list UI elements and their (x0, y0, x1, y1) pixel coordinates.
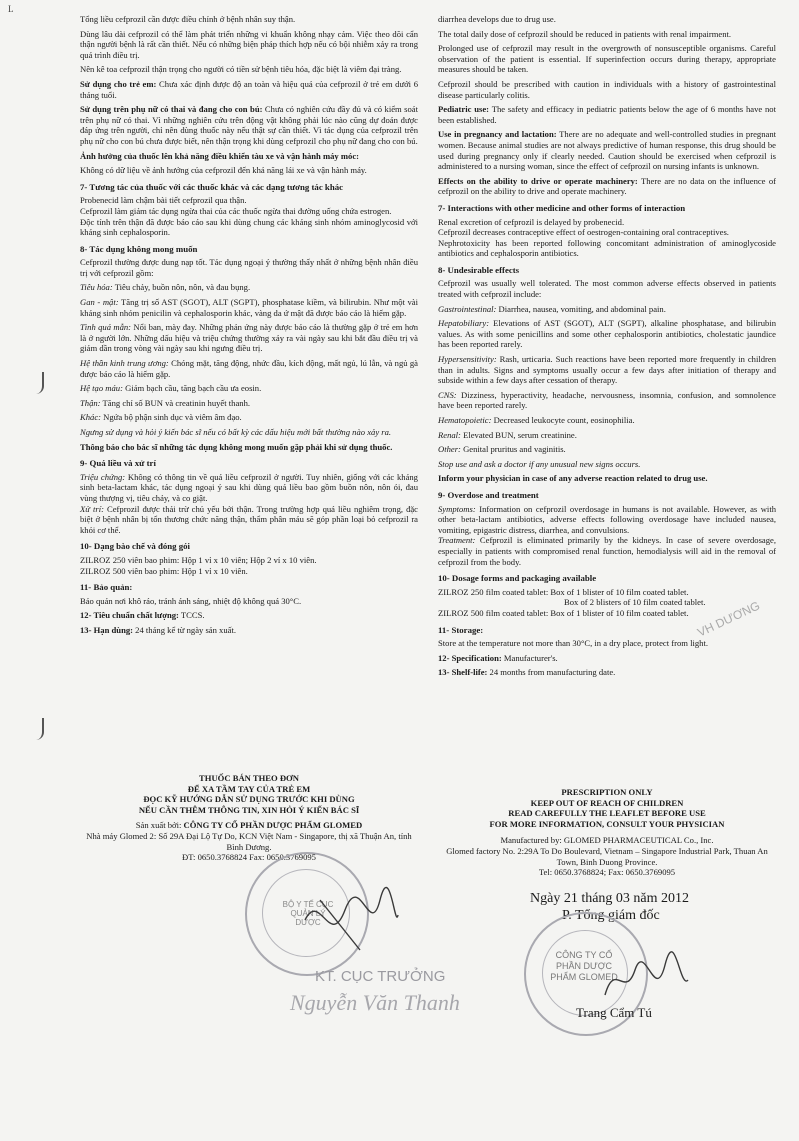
punch-hole-mark (28, 718, 44, 740)
section-heading: 7- Interactions with other medicine and other forms of interaction (438, 202, 686, 213)
text: Genital pruritus and vaginitis. (460, 444, 566, 455)
footer-line: PRESCRIPTION ONLY (561, 787, 653, 797)
text: There are no data on the influence of cefprozil on the ability to drive and operate machinery. (438, 175, 776, 197)
signature-scribble-right (600, 950, 690, 1010)
section-heading: 8- Tác dụng không mong muốn (80, 243, 198, 254)
paragraph (438, 504, 776, 536)
paragraph (80, 412, 418, 423)
paragraph (80, 383, 418, 394)
label: Hematopoietic: (438, 415, 492, 425)
text: Information on cefprozil overdosage in humans is not available. However, as with other beta-lactam antibiotics, adverse effects following overdosage have included nausea, vomiting, epigastric distress, diarrhea, and convulsions. (438, 503, 776, 535)
footer-line: ĐỌC KỸ HƯỚNG DẪN SỬ DỤNG TRƯỚC KHI DÙNG (143, 794, 355, 805)
text: Ngứa bộ phận sinh dục và viêm âm đạo. (101, 412, 242, 423)
label: Khác: (80, 412, 102, 423)
label: 13- Shelf-life: (438, 667, 488, 678)
footer-line: KEEP OUT OF REACH OF CHILDREN (530, 797, 684, 808)
section-heading: 10- Dosage forms and packaging available (438, 573, 597, 584)
paragraph (438, 304, 776, 315)
section-heading: 10- Dạng bào chế và đóng gói (80, 541, 190, 552)
corner-mark: L (8, 4, 14, 14)
label: Sản xuất bởi: (135, 820, 182, 831)
english-column (438, 14, 776, 682)
text: Nổi ban, mày đay. Những phản ứng này được báo cáo là thường gặp ở trẻ em hơn là ở người lớn. Những dấu hiệu và triệu chứng thường xảy ra vài ngày sau khi bắt đầu điều trị và giảm dần trong vòng vài ngày sau khi ngưng điều trị. (80, 322, 418, 354)
section-heading: 9- Quá liều và xử trí (80, 458, 156, 469)
paragraph: Cefprozil thường được dung nạp tốt. Tác dụng ngoại ý thường thấy nhất ở những bệnh nhân điều trị với cefprozil gồm: (80, 257, 418, 278)
text: Chóng mặt, tăng động, nhức đầu, kích động, mất ngủ, lú lẫn, và ngủ gà được báo cáo là hiếm gặp. (80, 358, 418, 379)
section-heading: 11- Storage: (438, 624, 484, 635)
text: 24 months from manufacturing date. (487, 667, 616, 678)
text: Elevations of AST (SGOT), ALT (SGPT), alkaline phosphatase, and bilirubin values. As with some penicillins and some other cephalosporin antibiotics, cholestatic jaundice has been reported rarely. (438, 318, 776, 350)
paragraph: Cefprozil was usually well tolerated. The most common adverse effects observed in patients treated with cefprozil include: (438, 278, 776, 300)
footer-line: Nhà máy Glomed 2: Số 29A Đại Lộ Tự Do, KCN Việt Nam - Singapore, thị xã Thuận An, tỉnh Bình Dương. (86, 830, 412, 852)
signature-scribble-left (300, 880, 400, 960)
paragraph (80, 625, 418, 636)
footer-line: Manufactured by: GLOMED PHARMACEUTICAL Co., Inc. (500, 835, 714, 846)
paragraph (438, 390, 776, 411)
paragraph: Tổng liều cefprozil cần được điều chỉnh ở bệnh nhân suy thận. (80, 14, 296, 24)
section-heading: 9- Overdose and treatment (438, 489, 539, 500)
paragraph: Bảo quản nơi khô ráo, tránh ánh sáng, nhiệt độ không quá 30°C. (80, 595, 302, 606)
text: Chưa có nghiên cứu đầy đủ và có kiểm soát trên phụ nữ có thai. Vì những nghiên cứu trên động vật không phải lúc nào cũng dự đoán được đáp ứng trên người, chỉ nên dùng thuốc này nếu thật sự cần thiết. Vì tác dụng của cefprozil trên phụ nữ cho con bú chưa được biết, nên thận trọng khi dùng cefprozil cho phụ nữ đang cho con bú. (80, 104, 418, 146)
ministry-seal-text: BỘ Y TẾ CỤC QUẢN LÝ DƯỢC (282, 900, 334, 927)
paragraph: Dùng lâu dài cefprozil có thể làm phát triển những vi khuẩn không nhạy cảm. Việc theo dõi cẩn thận người bệnh là rất cần thiết. Nếu có những biện pháp thích hợp nếu có bội nhiễm xảy ra trong quá trình điều trị. (80, 28, 418, 60)
text: TCCS. (178, 610, 205, 621)
label: Tình quá mẫn: (80, 322, 132, 333)
label: Xử trí: (80, 503, 104, 514)
footer-line: FOR MORE INFORMATION, CONSULT YOUR PHYSICIAN (489, 818, 725, 829)
paragraph: Box of 2 blisters of 10 film coated tablet. (564, 597, 706, 608)
label: Gan - mật: (80, 297, 119, 308)
text: Manufacturer's. (501, 652, 558, 663)
text: Tiêu chảy, buồn nôn, nôn, và đau bụng. (112, 282, 251, 293)
text: There are no adequate and well-controlled studies in pregnant women. Because animal studies are not always predictive of human response, this drug should be used during pregnancy only if clearly needed. Caution should be exercised when cefprozil is administered to a nursing woman, since the effect of cefprozil on nursing infants is unknown. (438, 129, 776, 172)
text: Decreased leukocyte count, eosinophilia. (491, 415, 635, 425)
subheading: Ảnh hưởng của thuốc lên khả năng điều khiển tàu xe và vận hành máy móc: (80, 150, 360, 161)
label: Triệu chứng: (80, 471, 126, 482)
text: Elevated BUN, serum creatinine. (460, 429, 577, 440)
footer-line: Tel: 0650.3768824; Fax: 0650.3769095 (538, 867, 676, 878)
paragraph (80, 610, 418, 621)
label: Hypersensitivity: (438, 354, 497, 365)
vietnamese-footer (80, 773, 418, 863)
label: 12- Specification: (438, 652, 502, 663)
paragraph (80, 282, 418, 293)
paragraph (438, 535, 776, 567)
paragraph (80, 104, 418, 146)
text: Chưa xác định được độ an toàn và hiệu quả của cefprozil ở trẻ em dưới 6 tháng tuổi. (80, 78, 418, 100)
paragraph: Ngưng sử dụng và hỏi ý kiến bác sĩ nếu có bất kỳ các dấu hiệu mới bất thường nào xảy ra. (80, 427, 392, 437)
paragraph: The total daily dose of cefprozil should be reduced in patients with renal impairment. (438, 28, 732, 39)
paragraph (438, 104, 776, 125)
paragraph (438, 653, 776, 664)
paragraph: Thông báo cho bác sĩ những tác dụng không mong muốn gặp phải khi sử dụng thuốc. (80, 441, 393, 452)
paragraph: Inform your physician in case of any adverse reaction related to drug use. (438, 473, 708, 484)
signature-role: P. Tổng giám đốc (562, 908, 660, 923)
paragraph (438, 430, 776, 441)
paragraph (438, 415, 776, 426)
text: Cefprozil được thải trừ chủ yếu bởi thận. Trong trường hợp quá liều nghiêm trọng, đặc biệt ở bệnh nhân bị tổn thương chức năng thận, thẩm phân máu sẽ góp phần loại bỏ cefprozil ra khỏi cơ thể. (80, 503, 418, 535)
paragraph: Store at the temperature not more than 30°C, in a dry place, protect from light. (438, 638, 708, 649)
text: Tăng chỉ số BUN và creatinin huyết thanh. (100, 397, 251, 408)
paragraph: diarrhea develops due to drug use. (438, 14, 556, 24)
section-heading: 11- Bảo quản: (80, 582, 133, 593)
label: Sử dụng trên phụ nữ có thai và đang cho con bú: (80, 104, 263, 115)
footer-line (80, 820, 418, 831)
paragraph: ZILROZ 250 film coated tablet: Box of 1 blister of 10 film coated tablet. (438, 586, 689, 597)
label: Hệ thần kinh trung ương: (80, 358, 169, 369)
text: Diarrhea, nausea, vomiting, and abdominal pain. (496, 303, 666, 314)
label: Sử dụng cho trẻ em: (80, 78, 157, 89)
left-signer-name: Nguyễn Văn Thanh (290, 990, 460, 1015)
footer-line: ĐT: 0650.3768824 Fax: 0650.3769095 (182, 852, 316, 863)
section-heading: 7- Tương tác của thuốc với các thuốc khác và các dạng tương tác khác (80, 181, 344, 192)
paragraph (80, 297, 418, 318)
footer-line: NẾU CẦN THÊM THÔNG TIN, XIN HỎI Ý KIẾN BÁC SĨ (138, 804, 360, 815)
label: Renal: (438, 429, 461, 440)
text: Cefprozil is eliminated primarily by the kidneys. In case of severe overdosage, especially in patients with compromised renal function, hemodialysis will aid in the removal of cefprozil from the body. (438, 535, 776, 567)
text: Rash, urticaria. Such reactions have been reported more frequently in children than in adults. Signs and symptoms usually occur a few days after initiation of therapy and subside within a few days after cessation of therapy. (438, 354, 776, 386)
paragraph: Prolonged use of cefprozil may result in the overgrowth of nonsusceptible organisms. Careful observation of the patient is essential. If superinfection occurs during therapy, appropriate measures should be taken. (438, 43, 776, 75)
paragraph: ZILROZ 250 viên bao phim: Hộp 1 vỉ x 10 viên; Hộp 2 vỉ x 10 viên. ZILROZ 500 viên bao phim: Hộp 1 vỉ x 10 viên. (80, 554, 317, 576)
label: Pediatric use: (438, 104, 490, 115)
text: Không có thông tin về quá liều cefprozil ở người. Tuy nhiên, giống với các kháng sinh beta-lactam khác, tác dụng ngoại ý sau khi dùng quá liều bao gồm buồn nôn, nôn ói, đau vùng thượng vị, tiêu chảy, và co giật. (80, 471, 418, 503)
label: Hệ tạo máu: (80, 383, 123, 394)
text: The safety and efficacy in pediatric patients below the age of 6 months have not been established. (438, 104, 776, 125)
footer-line: READ CAREFULLY THE LEAFLET BEFORE USE (508, 808, 706, 819)
paragraph: Cefprozil should be prescribed with caution in individuals with a history of gastrointestinal disease particularly colitis. (438, 78, 776, 100)
label: 13- Hạn dùng: (80, 624, 134, 635)
text: Giảm bạch cầu, tăng bạch cầu ưa eosin. (122, 383, 262, 394)
paragraph: ZILROZ 500 film coated tablet: Box of 1 blister of 10 film coated tablet. (438, 607, 689, 618)
english-footer (438, 787, 776, 878)
paragraph (80, 322, 418, 354)
left-signer-title: KT. CỤC TRƯỞNG (315, 968, 446, 985)
text: Dizziness, hyperactivity, headache, nervousness, insomnia, confusion, and somnolence have been reported rarely. (438, 389, 776, 411)
paragraph (438, 318, 776, 350)
paragraph (438, 444, 776, 455)
label: Treatment: (438, 535, 476, 546)
label: Tiêu hóa: (80, 282, 113, 293)
paragraph (80, 504, 418, 536)
text: 24 tháng kể từ ngày sản xuất. (133, 624, 237, 635)
paragraph: Nên kê toa cefprozil thận trọng cho người có tiền sử bệnh tiêu hóa, đặc biệt là viêm đại tràng. (80, 64, 402, 75)
signer-name: Trang Cẩm Tú (576, 1005, 652, 1020)
section-heading: 8- Undesirable effects (438, 264, 520, 275)
footer-line: THUỐC BÁN THEO ĐƠN (199, 773, 299, 783)
label: Hepatobiliary: (438, 318, 490, 329)
paragraph: Renal excretion of cefprozil is delayed by probenecid. Cefprozil decreases contraceptive effect of oestrogen-containing oral contraceptives. Nephrotoxicity has been reported following concomitant administration of aminoglycoside antibiotics and cephalosporin antibiotics. (438, 216, 776, 259)
paragraph (80, 472, 418, 504)
label: Symptoms: (438, 503, 476, 514)
paragraph (80, 398, 418, 409)
text: CÔNG TY CỔ PHẦN DƯỢC PHẨM GLOMED (181, 820, 363, 831)
label: Other: (438, 444, 461, 455)
label: CNS: (438, 389, 457, 400)
paragraph (438, 354, 776, 386)
label: Gastrointestinal: (438, 303, 497, 314)
paragraph (80, 358, 418, 379)
paragraph (80, 79, 418, 100)
paragraph (438, 176, 776, 197)
punch-hole-mark (28, 372, 44, 394)
label: Effects on the ability to drive or operate machinery: (438, 175, 638, 186)
signature-date: Ngày 21 tháng 03 năm 2012 (530, 891, 690, 906)
company-seal-text: CÔNG TY CỔ PHẦN DƯỢC PHẨM GLOMED (550, 950, 618, 982)
paragraph (438, 129, 776, 171)
label: Use in pregnancy and lactation: (438, 129, 557, 140)
label: 12- Tiêu chuẩn chất lượng: (80, 610, 179, 621)
paragraph: Không có dữ liệu về ảnh hưởng của cefprozil đến khả năng lái xe và vận hành máy. (80, 165, 367, 176)
paragraph (438, 667, 776, 678)
footer-line: ĐỂ XA TẦM TAY CỦA TRẺ EM (187, 783, 311, 794)
paragraph: Stop use and ask a doctor if any unusual new signs occurs. (438, 458, 641, 469)
paragraph: Probenecid làm chậm bài tiết cefprozil qua thận. Cefprozil làm giảm tác dụng ngừa thai của các thuốc ngừa thai đường uống chứa estrogen. Độc tính trên thận đã được báo cáo sau khi dùng chung các kháng sinh nhóm aminoglycosid với kháng sinh cephalosporin. (80, 195, 418, 238)
vietnamese-column (80, 14, 418, 640)
footer-line: Glomed factory No. 2:29A To Do Boulevard, Vietnam – Singapore Industrial Park, Thuan An Town, Binh Duong Province. (446, 845, 768, 867)
stamp-fragment: VH DƯƠNG (695, 598, 763, 640)
text: Tăng trị số AST (SGOT), ALT (SGPT), phosphatase kiềm, và bilirubin. Như một vài kháng sinh nhóm penicilin và cephalosporin khác, vàng da ứ mật đã được báo cáo là hiếm gặp. (80, 297, 418, 318)
label: Thận: (80, 397, 101, 408)
